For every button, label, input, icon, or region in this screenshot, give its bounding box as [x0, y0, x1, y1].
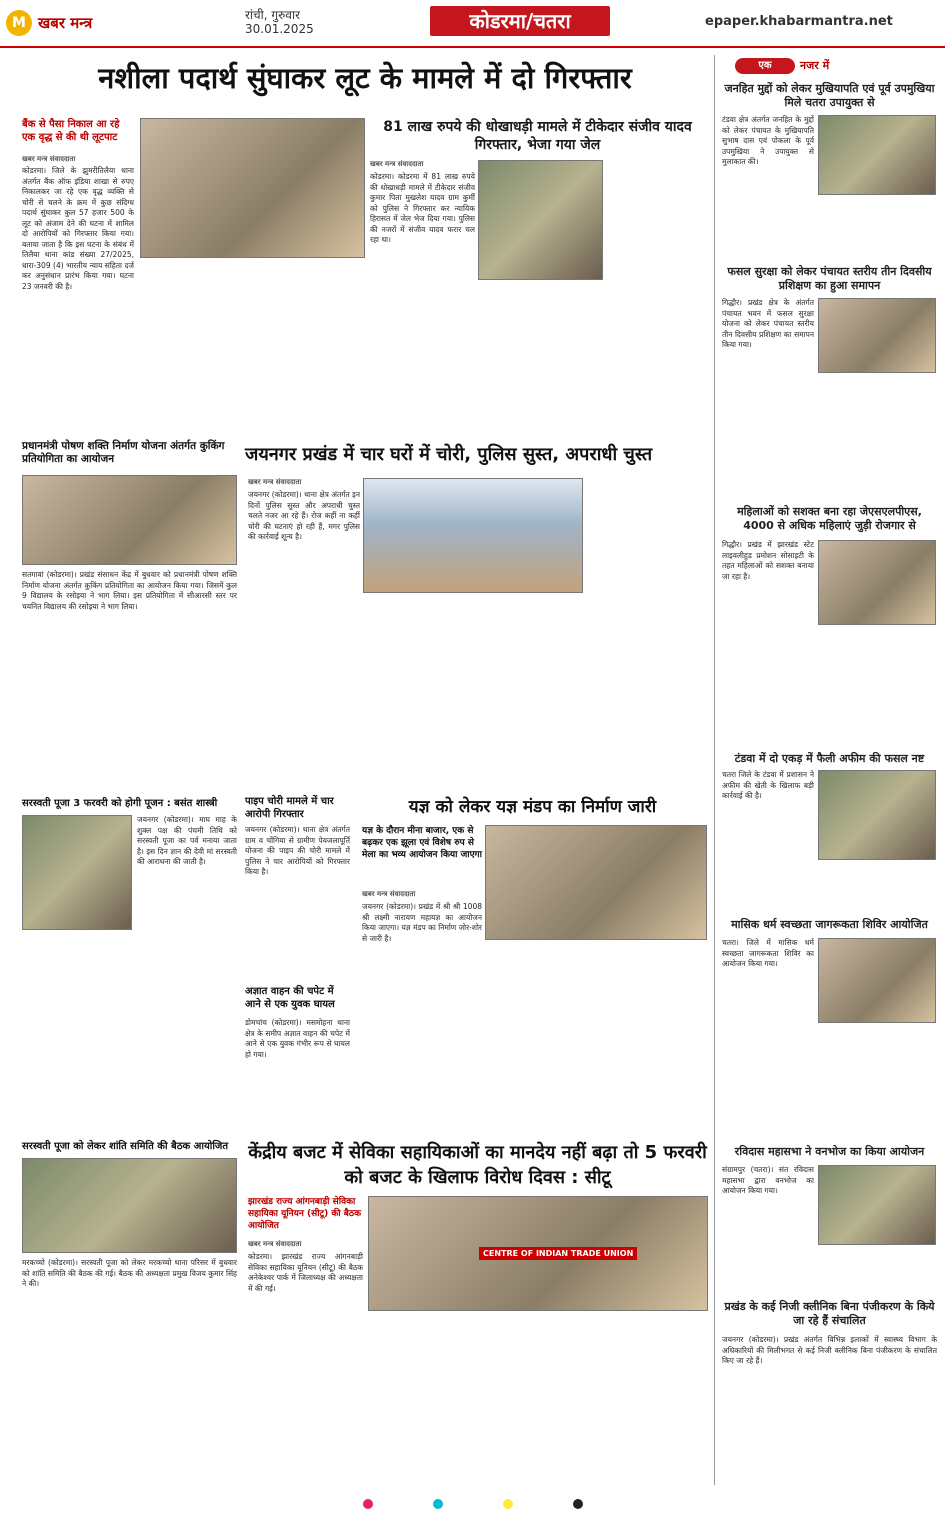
chori-headline: पाइप चोरी मामले में चार आरोपी गिरफ्तार: [245, 796, 334, 820]
fraud-body: कोडरमा। कोडरमा में 81 लाख रुपये की धोखाधड़ी मामले में टीकेदार संजीव कुमार पिता मुखलेश यादव ग्राम कुर्मी को पुलिस ने गिरफ्तार कर न्यायिक हिरासत में जेल भेज दिया गया। पुलिस की नजरों में संजीव यादव फरार चल रहा था।: [370, 172, 475, 244]
sidebar-item-3-headline: महिलाओं को सशक्त बना रहा जेएसएलपीएस, 4000 से अधिक महिलाएं जुड़ी रोजगार से: [737, 505, 922, 532]
lead-body-continued: [140, 265, 365, 415]
city-day: रांची, गुरुवार: [245, 8, 300, 22]
shanti-headline: सरस्वती पूजा को लेकर शांति समिति की बैठक आयोजित: [22, 1141, 229, 1152]
yagya-photo: [485, 825, 707, 940]
lead-photo: [140, 118, 365, 258]
budget-headline: केंद्रीय बजट में सेविका सहायिकाओं का मानदेय नहीं बढ़ा तो 5 फरवरी को बजट के खिलाफ विरोध दिवस : सीटू: [248, 1142, 707, 1188]
shanti-body: मरकच्चो (कोडरमा)। सरस्वती पूजा को लेकर मरकच्चो थाना परिसर में बुधवार को शांति समिति की बैठक की गई। बैठक की अध्यक्षता प्रमुख विजय कुमार सिंह ने की।: [22, 1258, 237, 1288]
saraswati-photo: [22, 815, 132, 930]
issue-date: 30.01.2025: [245, 22, 314, 36]
sidebar-item-2-photo: [818, 298, 936, 373]
poshan-photo: [22, 475, 237, 565]
section-title: कोडरमा/चतरा: [430, 6, 610, 36]
yagya-body: जयनगर (कोडरमा)। प्रखंड में श्री श्री 1008 श्री लक्ष्मी नारायण महायज्ञ का आयोजन किया जाएगा। यज्ञ मंडप का निर्माण जोर-शोर से जारी है।: [362, 902, 482, 943]
sidebar-tag-ek: एक: [735, 58, 795, 74]
jaynagar-headline: जयनगर प्रखंड में चार घरों में चोरी, पुलिस सुस्त, अपराधी चुस्त: [245, 444, 653, 465]
sidebar-item-4-photo: [818, 770, 936, 860]
column-divider: [714, 55, 715, 1485]
fraud-bureau: खबर मन्त्र संवाददाता: [370, 160, 424, 168]
color-mark-magenta: [363, 1499, 373, 1509]
sidebar-item-7-body: जयनगर (कोडरमा)। प्रखंड अंतर्गत विभिन्न इलाकों में स्वास्थ्य विभाग के अधिकारियों की मिलीभगत से कई निजी क्लीनिक बिना पंजीकरण के संचालित किए जा रहे हैं।: [722, 1335, 937, 1365]
color-mark-black: [573, 1499, 583, 1509]
yagya-bureau: खबर मन्त्र संवाददाता: [362, 890, 416, 898]
budget-photo: [368, 1196, 708, 1311]
jaynagar-body-right: [588, 478, 706, 795]
sidebar-item-2-body: गिद्धौर। प्रखंड क्षेत्र के अंतर्गत पंचायत भवन में फसल सुरक्षा योजना को लेकर पंचायत स्तरीय तीन दिवसीय प्रशिक्षण का समापन किया गया।: [722, 298, 814, 349]
sidebar-item-5-body: चतरा। जिले में मासिक धर्म स्वच्छता जागरूकता शिविर का आयोजन किया गया।: [722, 938, 814, 968]
fraud-headline: 81 लाख रुपये की धोखाधड़ी मामले में टीकेदार संजीव यादव गिरफ्तार, भेजा गया जेल: [383, 119, 692, 153]
sidebar-item-4-body: चतरा जिले के टंडवा में प्रशासन ने अफीम की खेती के खिलाफ बड़ी कार्रवाई की है।: [722, 770, 814, 800]
chori-body: जयनगर (कोडरमा)। थाना क्षेत्र अंतर्गत ग्राम व चोंगिया से ग्रामीण पेयजलापूर्ति योजना की पाइप की चोरी मामले में पुलिस ने चार आरोपियों को गिरफ्तार किया है।: [245, 825, 350, 876]
yagya-body-continued: [485, 945, 707, 1137]
shanti-photo: [22, 1158, 237, 1253]
sidebar-item-3-photo: [818, 540, 936, 625]
yagya-headline: यज्ञ को लेकर यज्ञ मंडप का निर्माण जारी: [408, 797, 657, 817]
jaynagar-photo: [363, 478, 583, 593]
budget-body: कोडरमा। झारखंड राज्य आंगनबाड़ी सेविका सहायिका यूनियन (सीटू) की बैठक अनेकेश्वर पार्क में जिलाध्यक्ष की अध्यक्षता में की गई।: [248, 1252, 363, 1293]
sidebar-item-6-body: संग्रामपुर (चतरा)। संत रविदास महासभा द्वारा वनभोज का आयोजन किया गया।: [722, 1165, 814, 1195]
sidebar-item-5-headline: मासिक धर्म स्वच्छता जागरूकता शिविर आयोजित: [731, 918, 928, 931]
brand-name: खबर मन्त्र: [38, 14, 93, 32]
yagya-subhead: यज्ञ के दौरान मीना बाजार, एक से बढ़कर एक झूला एवं विशेष रुप से मेला का भव्य आयोजन किया जाएगा: [362, 826, 482, 860]
sidebar-item-3-body: गिद्धौर। प्रखंड में झारखंड स्टेट लाइवलीहुड प्रमोशन सोसाइटी के तहत महिलाओं को सशक्त बनाया जा रहा है।: [722, 540, 814, 581]
fraud-photo: [478, 160, 603, 280]
brand-icon: M: [6, 10, 32, 36]
saraswati-headline: सरस्वती पूजा 3 फरवरी को होगी पूजन : बसंत शास्त्री: [22, 798, 218, 809]
budget-bureau: खबर मन्त्र संवाददाता: [248, 1240, 302, 1248]
jaynagar-bureau: खबर मन्त्र संवाददाता: [248, 478, 302, 486]
sidebar-item-6-photo: [818, 1165, 936, 1245]
sidebar-item-4-headline: टंडवा में दो एकड़ में फैली अफीम की फसल नष्ट: [734, 752, 925, 765]
saraswati-body: जयनगर (कोडरमा)। माघ माह के शुक्ल पक्ष की पंचमी तिथि को सरस्वती पूजा का पर्व मनाया जाता है। इस दिन ज्ञान की देवी मां सरस्वती की आराधना की जाती है।: [137, 815, 237, 866]
poshan-headline: प्रधानमंत्री पोषण शक्ति निर्माण योजना अंतर्गत कुकिंग प्रतियोगिता का आयोजन: [22, 440, 225, 465]
jaynagar-body-continued: [363, 598, 583, 795]
sidebar-item-2-headline: फसल सुरक्षा को लेकर पंचायत स्तरीय तीन दिवसीय प्रशिक्षण का हुआ समापन: [727, 265, 932, 292]
lead-subhead: बैंक से पैसा निकाल आ रहे एक वृद्ध से की थी लूटपाट: [22, 119, 120, 143]
brand-logo[interactable]: [6, 8, 166, 38]
registration-marks: [0, 1490, 945, 1517]
lead-body: कोडरमा। जिले के झुमरीतिलैया थाना अंतर्गत बैंक ऑफ इंडिया शाखा से रुपए निकालकर जा रहे एक वृद्ध व्यक्ति से चोरी से चलने के क्रम में कुछ संदिग्ध पदार्थ सुंघाकर कुल 57 हजार 500 के लूट को अंजाम देने की घटना में शामिल दो आरोपियों को गिरफ्तार किया गया। बताया जाता है कि इस घटना के संबंध में तिलैया थाना कांड संख्या 27/2025, धारा-309 (4) भारतीय न्याय संहिता दर्ज कर अनुसंधान प्रारंभ किया गया। घटना 23 जनवरी की है।: [22, 166, 134, 291]
sidebar-item-5-photo: [818, 938, 936, 1023]
fraud-body-continued: [605, 160, 705, 417]
accident-body: डोमचांच (कोडरमा)। मसमोहना थाना क्षेत्र के समीप अज्ञात वाहन की चपेट में आने से एक युवक गंभीर रूप से घायल हो गया।: [245, 1018, 350, 1059]
sidebar-item-6-headline: रविदास महासभा ने वनभोज का किया आयोजन: [734, 1145, 925, 1158]
color-mark-yellow: [503, 1499, 513, 1509]
jaynagar-body: जयनगर (कोडरमा)। थाना क्षेत्र अंतर्गत इन दिनों पुलिस सुस्त और अपराधी चुस्त चलते नजर आ रहे हैं। रोज कहीं ना कहीं चोरी की घटनाएं हो रही हैं, मगर पुलिस की कार्रवाई शून्य है।: [248, 490, 360, 541]
sidebar-tag-nazar: नजर में: [800, 59, 830, 72]
budget-body-continued: [368, 1316, 708, 1486]
poshan-body: सतगावां (कोडरमा)। प्रखंड संसाधन केंद्र में बुधवार को प्रधानमंत्री पोषण शक्ति निर्माण योजना अंतर्गत कुकिंग प्रतियोगिता का आयोजन किया गया। जिसमें कुल 9 विद्यालय के रसोइया ने भाग लिया। इस प्रतियोगिता में सीआरसी स्तर पर चयनित विद्यालय की रसोइया ने भाग लिया।: [22, 570, 237, 611]
lead-bureau: खबर मन्त्र संवाददाता: [22, 155, 76, 163]
dateline: [245, 8, 314, 36]
accident-headline: अज्ञात वाहन की चपेट में आने से एक युवक घायल: [245, 986, 335, 1010]
sidebar-item-1-body: टंडवा क्षेत्र अंतर्गत जनहित के मुद्दों को लेकर पंचायत के मुखियापति सुभाष दास एवं पोकला के पूर्व उपमुखिया ने उपायुक्त से मुलाकात की।: [722, 115, 814, 166]
cita-banner: CENTRE OF INDIAN TRADE UNION: [479, 1247, 637, 1260]
lead-headline: नशीला पदार्थ सुंघाकर लूट के मामले में दो गिरफ्तार: [98, 61, 632, 95]
budget-subhead: झारखंड राज्य आंगनबाड़ी सेविका सहायिका यूनियन (सीटू) की बैठक आयोजित: [248, 1197, 361, 1231]
sidebar-item-1-headline: जनहित मुद्दों को लेकर मुखियापति एवं पूर्व उपमुखिया मिले चतरा उपायुक्त से: [724, 82, 935, 109]
site-link[interactable]: epaper.khabarmantra.net: [705, 14, 893, 29]
color-mark-cyan: [433, 1499, 443, 1509]
sidebar-item-7-headline: प्रखंड के कई निजी क्लीनिक बिना पंजीकरण के किये जा रहे हैं संचालित: [724, 1300, 935, 1327]
sidebar-item-1-photo: [818, 115, 936, 195]
saraswati-body-continued: [22, 935, 237, 1135]
